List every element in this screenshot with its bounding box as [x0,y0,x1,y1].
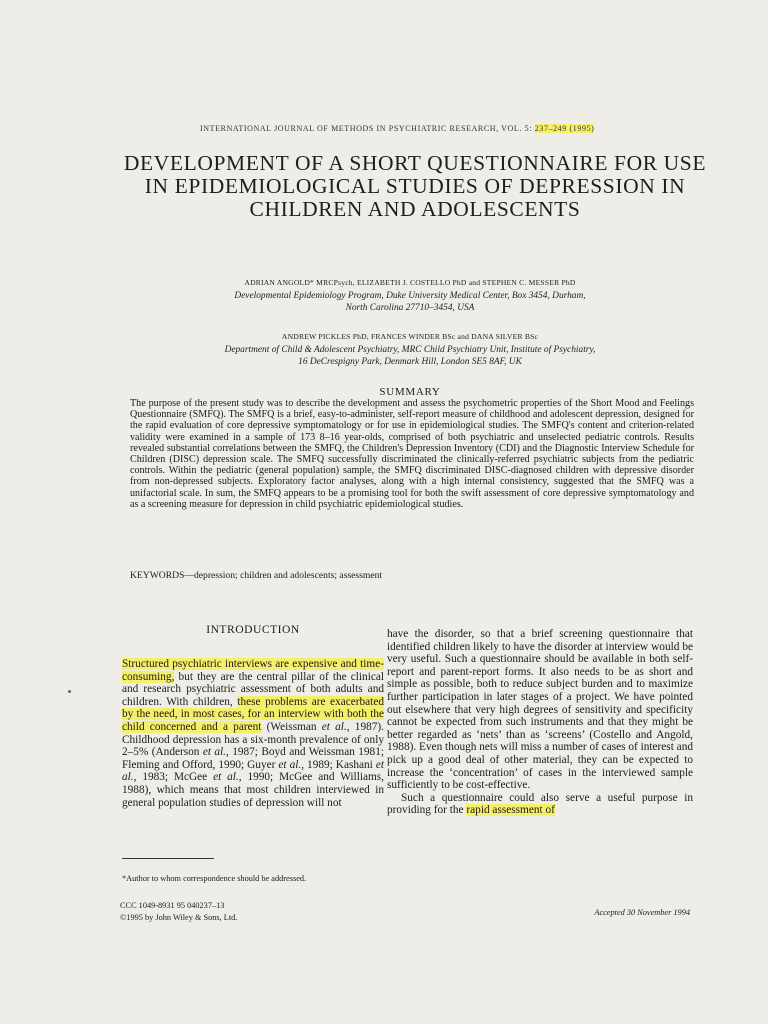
paper-title: DEVELOPMENT OF A SHORT QUESTIONNAIRE FOR USE IN EPIDEMIOLOGICAL STUDIES OF DEPRESSION IN CHILDREN AND ADOLESCENTS [123,151,707,221]
author-names-2: ANDREW PICKLES PhD, FRANCES WINDER BSc and DANA SILVER BSc [281,332,539,341]
highlight-3: rapid assessment of [466,804,555,817]
journal-year: (1995) [569,124,595,133]
footnote-rule [122,858,214,859]
affiliation-2-line1: Department of Child & Adolescent Psychiatry, MRC Child Psychiatry Unit, Institute of Psychiatry, [224,344,596,355]
journal-header [200,124,670,133]
journal-volume: 5: [524,124,533,133]
author-group-2 [130,331,690,369]
affiliation-2-line2: 16 DeCrespigny Park, Denmark Hill, London SE5 8AF, UK [298,357,522,367]
scan-speck [68,690,71,693]
author-group-1 [130,277,690,315]
journal-pages-highlight [535,124,595,133]
publication-info [120,900,370,923]
author-names-1: ADRIAN ANGOLD* MRCPsych, ELIZABETH J. COSTELLO PhD and STEPHEN C. MESSER PhD [244,278,576,287]
journal-name: INTERNATIONAL JOURNAL OF METHODS IN PSYCHIATRIC RESEARCH, VOL. [200,124,523,133]
intro-paragraph-1: Structured psychiatric interviews are expensive and time-consuming, but they are the central pillar of the clinical and research psychiatric assessment of both adults and children. With children, these problems are exacerbated by the need, in most cases, for an interview with both the child concerned and a parent (Weissman et al., 1987). Childhood depression has a six-month prevalence of only 2–5% (Anderson et al., 1987; Boyd and Weissman 1981; Fleming and Offord, 1990; Guyer et al., 1989; Kashani et al., 1983; McGee et al., 1990; McGee and Williams, 1988), which means that most children interviewed in general population studies of depression will not [122,658,384,809]
accepted-date: Accepted 30 November 1994 [594,908,690,917]
highlight-2: these problems are exacerbated by the need, in most cases, for an interview with both the child concerned and a parent [122,695,384,733]
keywords-line [130,570,690,581]
summary-text: The purpose of the present study was to describe the development and assess the psychometric properties of the Short Mood and Feelings Questionnaire (SMFQ). The SMFQ is a brief, easy-to-administer, self-report measure of childhood and adolescent depression, designed for the rapid evaluation of core depressive symptomatology or for use in epidemiological studies. The SMFQ's content and criterion-related validity were examined in a sample of 173 8–16 year-olds, comprised of both psychiatric and unselected pediatric controls. Results revealed substantial correlations between the SMFQ, the Children's Depression Inventory (CDI) and the Diagnostic Interview Schedule for Children (DISC) depression scale. The SMFQ successfully discriminated the clinically-referred psychiatric subjects from the pediatric controls. Within the pediatric (general population) sample, the SMFQ discriminated DISC-diagnosed children with depressive disorder from non-depressed subjects. Exploratory factor analyses, along with a high internal consistency, suggested that the SMFQ was a unifactorial scale. In sum, the SMFQ appears to be a promising tool for both the swift assessment of core depressive symptomatology and as a screening measure for depression in child psychiatric epidemiological studies. [130,398,694,510]
intro-paragraph-3: Such a questionnaire could also serve a useful purpose in providing for the rapid assessment of [387,791,693,817]
footnote: *Author to whom correspondence should be addressed. [122,874,307,883]
intro-paragraph-2: have the disorder, so that a brief screening questionnaire that identified children likely to have the disorder at interview would be very useful. Such a questionnaire should be available in both self-report and parent-report forms. It also needs to be as short and simple as possible, both to reduce subject burden and to maximize further participation in later stages of a project. We have pointed out elsewhere that very high degrees of sensitivity and specificity cannot be expected from such instruments and that they might be better regarded as ‘nets’ than as ‘screens’ (Costello and Angold, 1988). Even though nets will miss a number of cases of interest and pick up a good deal of other material, they can be expected to increase the ‘concentration’ of cases in the interviewed sample sufficiently to be cost-effective. [387,628,693,792]
ccc-code: CCC 1049-8931 95 040237–13 [120,901,225,910]
affiliation-1-line2: North Carolina 27710–3454, USA [345,303,475,313]
affiliation-1-line1: Developmental Epidemiology Program, Duke University Medical Center, Box 3454, Durham, [234,290,586,301]
keywords-label: KEYWORDS [130,570,185,581]
keywords-text: —depression; children and adolescents; assessment [184,570,383,581]
intro-column-1 [122,658,384,809]
copyright-line: ©1995 by John Wiley & Sons, Ltd. [120,912,238,922]
intro-column-2 [387,628,693,817]
journal-pages: 237–249 [534,124,567,133]
summary-heading: SUMMARY [379,386,441,398]
highlight-1: Structured psychiatric interviews are expensive and time-consuming, [122,658,384,683]
introduction-heading: INTRODUCTION [206,623,300,636]
